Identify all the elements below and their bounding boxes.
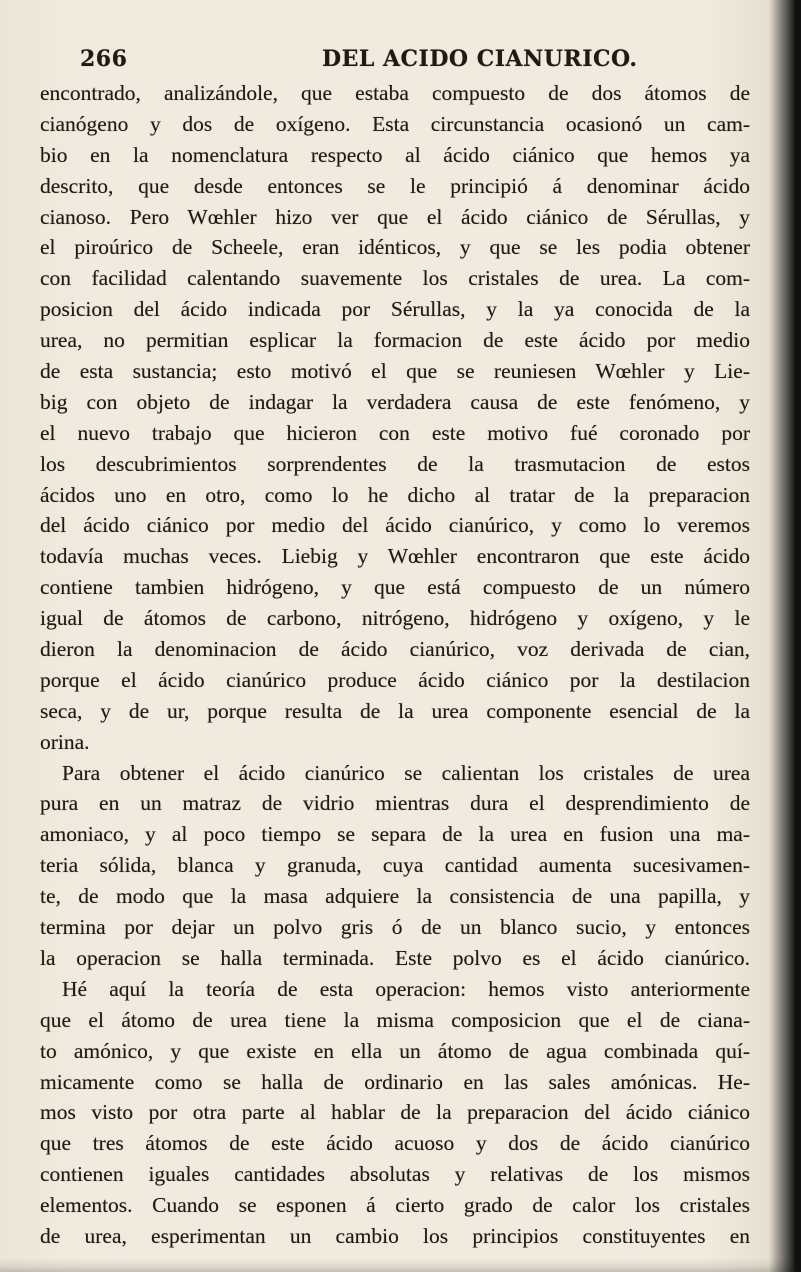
text-line: todavía muchas veces. Liebig y Wœhler encontraron que este ácido bbox=[40, 544, 750, 569]
text-line: que tres átomos de este ácido acuoso y dos de ácido cianúrico bbox=[40, 1131, 750, 1156]
text-line: los descubrimientos sorprendentes de la trasmutacion de estos bbox=[40, 451, 750, 476]
body-text bbox=[40, 78, 750, 1252]
text-line: contienen iguales cantidades absolutas y relativas de los mismos bbox=[40, 1162, 750, 1187]
text-line: de urea, esperimentan un cambio los principios constituyentes en bbox=[40, 1223, 750, 1248]
text-line: de esta sustancia; esto motivó el que se reuniesen Wœhler y Lie- bbox=[40, 359, 750, 384]
text-line: urea, no permitian esplicar la formacion de este ácido por medio bbox=[40, 328, 750, 353]
text-line: con facilidad calentando suavemente los cristales de urea. La com- bbox=[40, 266, 750, 291]
text-line: que el átomo de urea tiene la misma composicion que el de ciana- bbox=[40, 1007, 750, 1032]
text-line: cianoso. Pero Wœhler hizo ver que el ácido ciánico de Sérullas, y bbox=[40, 204, 750, 229]
text-line: el nuevo trabajo que hicieron con este motivo fué coronado por bbox=[40, 420, 750, 445]
running-title: DEL ACIDO CIANURICO. bbox=[322, 46, 638, 72]
scan-edge bbox=[795, 0, 801, 1272]
text-line: la operacion se halla terminada. Este polvo es el ácido cianúrico. bbox=[40, 945, 750, 970]
text-line: to amónico, y que existe en ella un átomo de agua combinada quí- bbox=[40, 1038, 750, 1063]
text-line: mos visto por otra parte al hablar de la preparacion del ácido ciánico bbox=[40, 1100, 750, 1125]
text-line: teria sólida, blanca y granuda, cuya cantidad aumenta sucesivamen- bbox=[40, 853, 750, 878]
text-line: te, de modo que la masa adquiere la consistencia de una papilla, y bbox=[40, 884, 750, 909]
text-line: big con objeto de indagar la verdadera causa de este fenómeno, y bbox=[40, 389, 750, 414]
text-line: encontrado, analizándole, que estaba compuesto de dos átomos de bbox=[40, 81, 750, 105]
text-line: bio en la nomenclatura respecto al ácido ciánico que hemos ya bbox=[40, 142, 750, 167]
text-line: seca, y de ur, porque resulta de la urea componente esencial de la bbox=[40, 698, 750, 723]
text-line: elementos. Cuando se esponen á cierto grado de calor los cristales bbox=[40, 1193, 750, 1218]
text-line: contiene tambien hidrógeno, y que está compuesto de un número bbox=[40, 575, 750, 600]
text-line: micamente como se halla de ordinario en las sales amónicas. He- bbox=[40, 1069, 750, 1094]
text-line: termina por dejar un polvo gris ó de un blanco sucio, y entonces bbox=[40, 915, 750, 940]
text-line: posicion del ácido indicada por Sérullas, y la ya conocida de la bbox=[40, 297, 750, 322]
page-bottom-shadow bbox=[0, 1258, 801, 1272]
text-line: dieron la denominacion de ácido cianúrico, voz derivada de cian, bbox=[40, 637, 750, 662]
text-line: Para obtener el ácido cianúrico se calientan los cristales de urea bbox=[62, 760, 750, 785]
text-line: porque el ácido cianúrico produce ácido ciánico por la destilacion bbox=[40, 667, 750, 692]
text-line: pura en un matraz de vidrio mientras dura el desprendimiento de bbox=[40, 791, 750, 816]
text-line: orina. bbox=[40, 729, 90, 754]
text-line: el piroúrico de Scheele, eran idénticos, y que se les podia obtener bbox=[40, 235, 750, 260]
text-line: cianógeno y dos de oxígeno. Esta circunstancia ocasionó un cam- bbox=[40, 111, 750, 136]
running-head bbox=[64, 46, 754, 78]
text-line: ácidos uno en otro, como lo he dicho al tratar de la preparacion bbox=[40, 482, 750, 507]
text-line: Hé aquí la teoría de esta operacion: hemos visto anteriormente bbox=[62, 976, 750, 1001]
text-line: igual de átomos de carbono, nitrógeno, hidrógeno y oxígeno, y le bbox=[40, 606, 750, 631]
text-line: amoniaco, y al poco tiempo se separa de la urea en fusion una ma- bbox=[40, 822, 750, 847]
text-line: descrito, que desde entonces se le principió á denominar ácido bbox=[40, 173, 750, 198]
text-line: del ácido ciánico por medio del ácido cianúrico, y como lo veremos bbox=[40, 513, 750, 538]
page-number: 266 bbox=[80, 46, 128, 72]
